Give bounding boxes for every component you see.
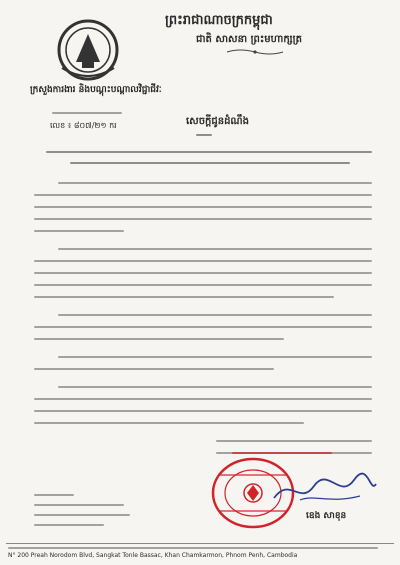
- body-line: [58, 248, 372, 250]
- department-line: [52, 112, 122, 114]
- subject-line: [70, 162, 350, 164]
- footer-divider: [6, 543, 394, 544]
- body-line: [58, 356, 372, 358]
- footer-address: N° 200 Preah Norodom Blvd, Sangkat Tonle Bassac, Khan Chamkarmon, Phnom Penh, Cambodia: [8, 552, 298, 559]
- body-line: [34, 410, 372, 412]
- subject-label-line: [196, 134, 212, 136]
- body-line: [34, 272, 372, 274]
- body-line: [58, 182, 372, 184]
- body-line: [34, 194, 372, 196]
- body-line: [34, 206, 372, 208]
- body-line: [34, 398, 372, 400]
- body-line: [34, 218, 372, 220]
- recipient-line: [34, 514, 130, 516]
- body-line: [34, 260, 372, 262]
- signatory-name: ឧេង សាខុន: [306, 511, 347, 521]
- body-line: [58, 314, 372, 316]
- ministry-name: ក្រសួងការងារ និងបណ្តុះបណ្តាលវិជ្ជាជីវៈ: [30, 85, 162, 95]
- recipients-heading-line: [34, 494, 74, 496]
- signature-icon: [270, 470, 380, 510]
- recipient-line: [34, 524, 104, 526]
- ornament-divider-icon: [225, 48, 285, 56]
- recipient-line: [34, 504, 124, 506]
- ministry-emblem-icon: [56, 18, 120, 84]
- subject-line: [46, 151, 372, 153]
- footer-line: [8, 547, 378, 549]
- body-line: [34, 422, 304, 424]
- body-line: [58, 386, 372, 388]
- body-line: [34, 284, 372, 286]
- date-line: [216, 440, 372, 442]
- body-line: [34, 338, 284, 340]
- body-line: [34, 296, 334, 298]
- body-line: [34, 326, 372, 328]
- document-title: សេចក្តីជូនដំណឹង: [186, 116, 249, 127]
- reference-number: លេខ ៖ ៨០៧/២១ ករ: [50, 121, 117, 130]
- kingdom-heading: ព្រះរាជាណាចក្រកម្ពុជា: [165, 13, 273, 28]
- national-motto: ជាតិ សាសនា ព្រះមហាក្សត្រ: [196, 34, 302, 45]
- body-line: [34, 368, 274, 370]
- body-line: [34, 230, 124, 232]
- signature-block-line: [232, 452, 332, 454]
